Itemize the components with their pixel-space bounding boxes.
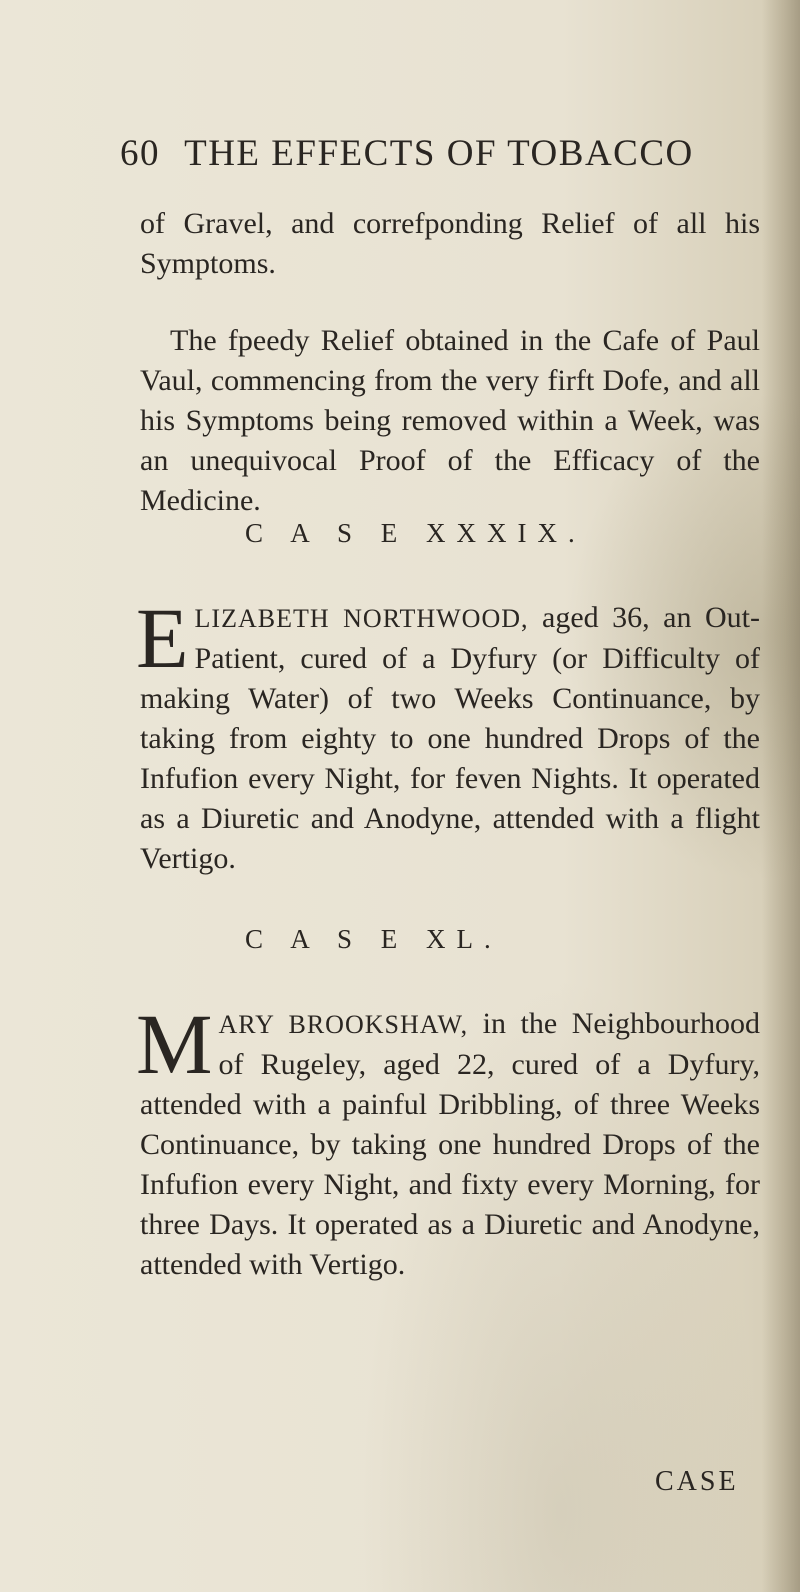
page-edge-shadow bbox=[762, 0, 800, 1592]
page-number: 60 bbox=[120, 133, 160, 174]
case-heading-40: C A S E XL. bbox=[245, 924, 502, 954]
dropcap-letter: M bbox=[136, 996, 213, 1092]
catchword: CASE bbox=[655, 1466, 739, 1497]
running-title: THE EFFECTS OF TOBACCO bbox=[184, 133, 694, 174]
paragraph-text: of Gravel, and correfponding Relief of all his Symptoms. bbox=[140, 207, 760, 280]
patient-name: LIZABETH NORTHWOOD, bbox=[194, 604, 529, 633]
case-heading-39: C A S E XXXIX. bbox=[245, 518, 586, 548]
case-39-paragraph bbox=[136, 590, 760, 879]
paragraph-gravel-relief bbox=[140, 204, 760, 284]
dropcap-letter: E bbox=[136, 590, 189, 686]
running-header bbox=[120, 132, 760, 175]
case-39-body bbox=[136, 590, 760, 879]
case-text: aged 36, an Out-Patient, cured of a Dyfury (or Difficulty of making Water) of two Weeks Continuance, by taking from eighty to one hundred Drops of the Infufion every Night, for feven Nights. It operated as a Diuretic and Anodyne, attended with a flight Vertigo. bbox=[140, 601, 760, 875]
case-40-body bbox=[136, 996, 761, 1285]
paragraph-paul-vaul bbox=[140, 321, 760, 521]
paragraph-text: The fpeedy Relief obtained in the Cafe of Paul Vaul, commencing from the very firft Dofe, and all his Symptoms being removed within a Week, was an unequivocal Proof of the Efficacy of the Medicine. bbox=[140, 324, 760, 517]
case-text: in the Neighbourhood of Rugeley, aged 22, cured of a Dyfury, attended with a painful Dribbling, of three Weeks Continuance, by taking one hundred Drops of the Infufion every Night, and fixty every Morning, for three Days. It operated as a Diuretic and Anodyne, attended with Vertigo. bbox=[140, 1007, 761, 1281]
case-40-paragraph bbox=[136, 996, 761, 1285]
patient-name: ARY BROOKSHAW, bbox=[218, 1010, 469, 1039]
